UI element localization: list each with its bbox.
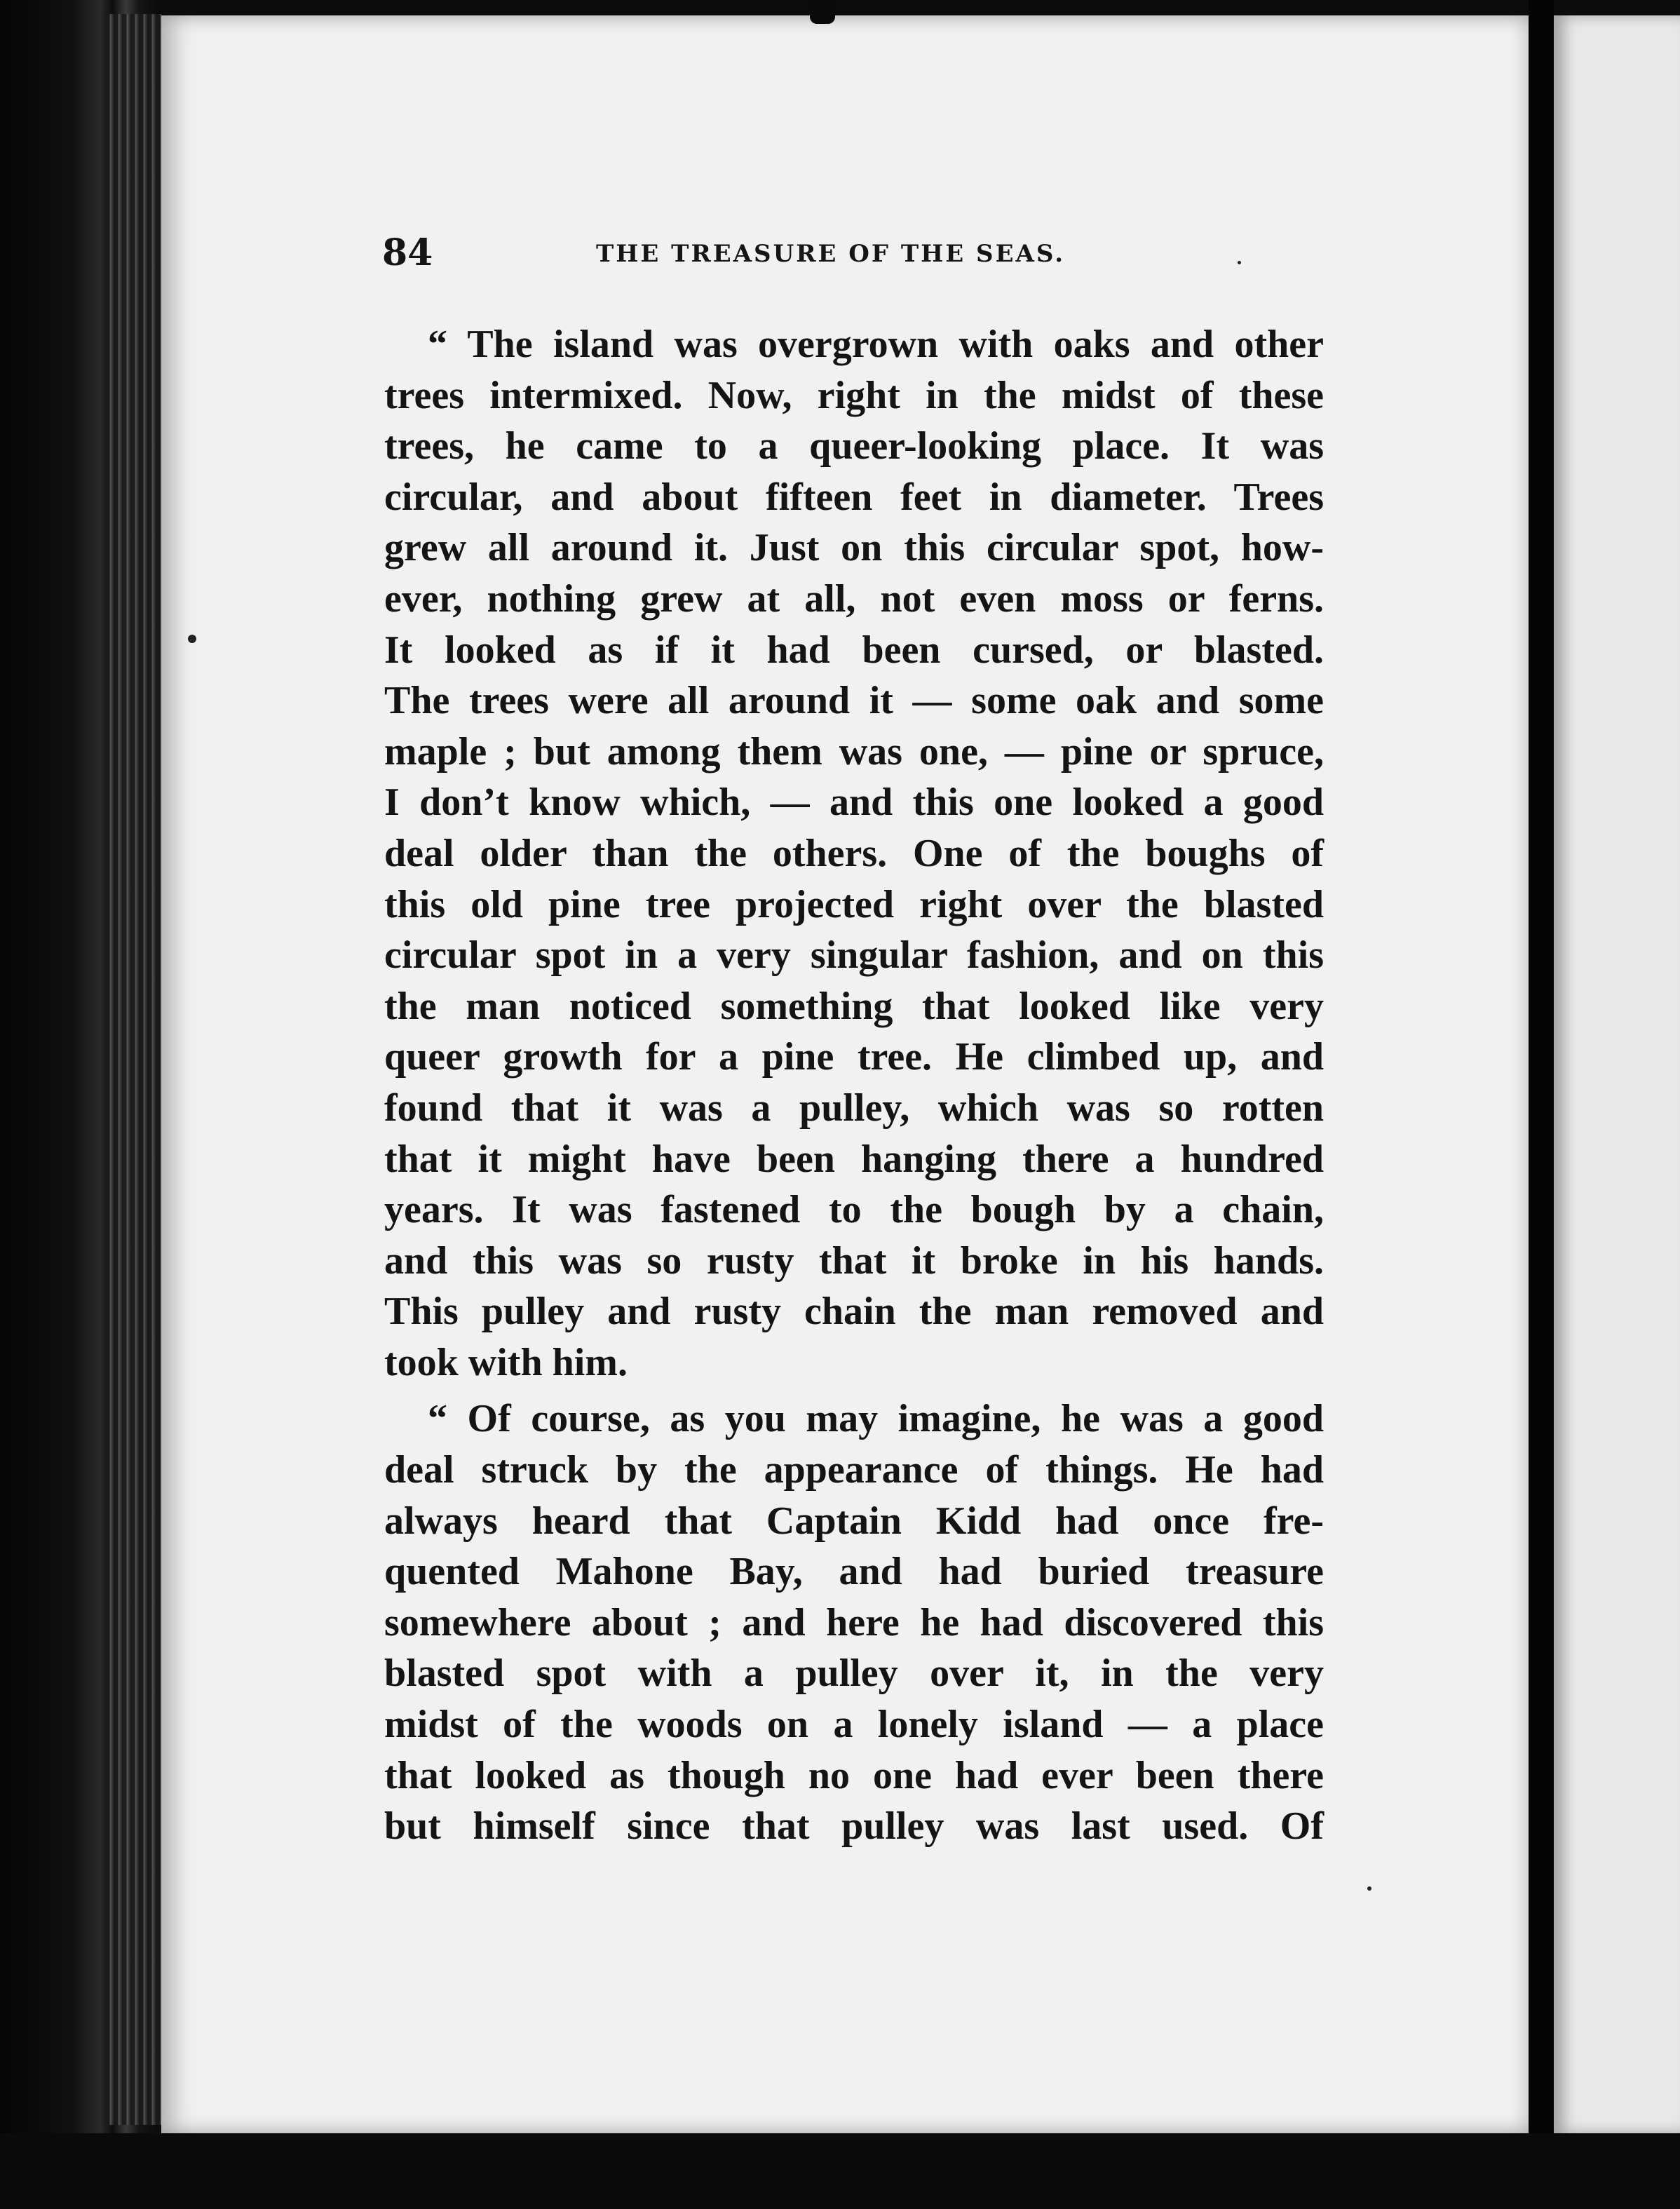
text-line: queer growth for a pine tree. He climbed up, and bbox=[384, 1035, 1324, 1079]
text-line: ever, nothing grew at all, not even moss or ferns. bbox=[384, 576, 1324, 621]
text-line: midst of the woods on a lonely island — a place bbox=[384, 1703, 1324, 1747]
text-line: trees, he came to a queer-looking place. It was bbox=[384, 424, 1324, 468]
paragraph-gap bbox=[384, 1388, 1324, 1393]
text-line: always heard that Captain Kidd had once fre- bbox=[384, 1499, 1324, 1543]
text-line: grew all around it. Just on this circular spot, how- bbox=[384, 526, 1324, 570]
text-line: somewhere about ; and here he had discovered this bbox=[384, 1600, 1324, 1644]
text-line: years. It was fastened to the bough by a chain, bbox=[384, 1188, 1324, 1232]
text-line: deal struck by the appearance of things. He had bbox=[384, 1448, 1324, 1492]
text-line: took with him. bbox=[384, 1340, 628, 1384]
text-line: trees intermixed. Now, right in the midst of these bbox=[384, 373, 1324, 417]
page-header bbox=[382, 231, 1104, 281]
text-line: This pulley and rusty chain the man removed and bbox=[384, 1290, 1324, 1334]
text-line: that it might have been hanging there a hundred bbox=[384, 1137, 1324, 1181]
binding-nick bbox=[810, 0, 835, 24]
text-line: The trees were all around it — some oak and some bbox=[384, 679, 1324, 723]
text-line: “ Of course, as you may imagine, he was a good bbox=[428, 1397, 1324, 1441]
text-line: and this was so rusty that it broke in his hands. bbox=[384, 1238, 1324, 1283]
text-line: the man noticed something that looked like very bbox=[384, 984, 1324, 1028]
text-line: this old pine tree projected right over the blasted bbox=[384, 882, 1324, 926]
ink-speck bbox=[188, 635, 196, 643]
paragraph bbox=[384, 1393, 1324, 1851]
text-line: It looked as if it had been cursed, or blasted. bbox=[384, 628, 1324, 672]
scan-bottom-border bbox=[0, 2133, 1680, 2209]
text-line: maple ; but among them was one, — pine or spruce, bbox=[384, 729, 1324, 774]
paragraph bbox=[384, 319, 1324, 1388]
text-line: deal older than the others. One of the boughs of bbox=[384, 831, 1324, 875]
text-line: but himself since that pulley was last used. Of bbox=[384, 1804, 1324, 1849]
running-head: THE TREASURE OF THE SEAS. bbox=[596, 240, 1066, 268]
page-edges bbox=[105, 14, 161, 2125]
page-gutter bbox=[1529, 0, 1554, 2209]
facing-page-edge bbox=[1554, 15, 1680, 2133]
text-line: “ The island was overgrown with oaks and other bbox=[428, 323, 1324, 366]
text-line: circular spot in a very singular fashion, and on this bbox=[384, 933, 1324, 978]
body-text bbox=[384, 319, 1324, 1852]
text-line: blasted spot with a pulley over it, in the very bbox=[384, 1651, 1324, 1696]
text-line: quented Mahone Bay, and had buried treasure bbox=[384, 1550, 1324, 1594]
text-line: found that it was a pulley, which was so rotten bbox=[384, 1086, 1324, 1130]
ink-speck bbox=[1238, 261, 1241, 264]
text-line: I don’t know which, — and this one looked a good bbox=[384, 781, 1324, 825]
ink-speck bbox=[1367, 1886, 1371, 1891]
text-line: circular, and about fifteen feet in diameter. Trees bbox=[384, 475, 1324, 519]
page-number: 84 bbox=[382, 231, 433, 274]
text-line: that looked as though no one had ever been there bbox=[384, 1753, 1324, 1797]
